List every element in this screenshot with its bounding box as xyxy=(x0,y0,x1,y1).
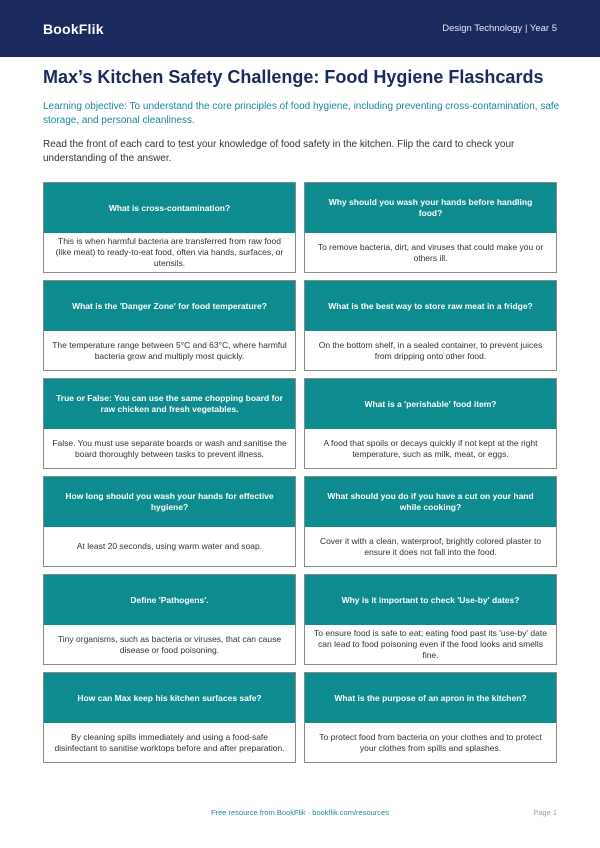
flashcard-8[interactable] xyxy=(304,476,557,567)
card-question: True or False: You can use the same chopping board for raw chicken and fresh vegetables. xyxy=(44,379,295,429)
card-answer: By cleaning spills immediately and using a food-safe disinfectant to sanitise worktops before and after preparation. xyxy=(44,723,295,762)
flashcard-9[interactable] xyxy=(43,574,296,665)
card-question: How can Max keep his kitchen surfaces safe? xyxy=(44,673,295,723)
flashcard-5[interactable] xyxy=(43,378,296,469)
card-answer: The temperature range between 5°C and 63°C, where harmful bacteria grow and multiply most quickly. xyxy=(44,331,295,370)
page-header xyxy=(0,0,600,57)
card-answer: False. You must use separate boards or wash and sanitise the board thoroughly between tasks to prevent illness. xyxy=(44,429,295,468)
flashcard-4[interactable] xyxy=(304,280,557,371)
intro-text: Read the front of each card to test your knowledge of food safety in the kitchen. Flip the card to check your understanding of the answer. xyxy=(43,139,515,164)
card-answer: To ensure food is safe to eat; eating food past its 'use-by' date can lead to food poisoning even if the food looks and smells fine. xyxy=(305,625,556,664)
card-answer: A food that spoils or decays quickly if not kept at the right temperature, such as milk, meat, or eggs. xyxy=(305,429,556,468)
learning-objective: Learning objective: To understand the core principles of food hygiene, including preventing cross-contamination, safe storage, and personal cleanliness. xyxy=(43,101,560,126)
card-answer: Tiny organisms, such as bacteria or viruses, that can cause disease or food poisoning. xyxy=(44,625,295,664)
card-answer: On the bottom shelf, in a sealed container, to prevent juices from dripping onto other food. xyxy=(305,331,556,370)
card-answer: Cover it with a clean, waterproof, brightly colored plaster to ensure it does not fall into the food. xyxy=(305,527,556,566)
page-number: Page 1 xyxy=(533,808,557,817)
card-question: Why is it important to check 'Use-by' dates? xyxy=(305,575,556,625)
card-question: What is cross-contamination? xyxy=(44,183,295,233)
card-answer: To remove bacteria, dirt, and viruses that could make you or others ill. xyxy=(305,233,556,272)
card-question: Why should you wash your hands before handling food? xyxy=(305,183,556,233)
page-title: Max’s Kitchen Safety Challenge: Food Hygiene Flashcards xyxy=(43,67,544,87)
subject-label: Design Technology | Year 5 xyxy=(442,23,557,34)
card-question: Define 'Pathogens'. xyxy=(44,575,295,625)
footer-resource-link[interactable]: Free resource from BookFlik · bookflik.com/resources xyxy=(211,808,389,817)
card-answer: This is when harmful bacteria are transferred from raw food (like meat) to ready-to-eat food, often via hands, surfaces, or utensils. xyxy=(44,233,295,272)
flashcard-10[interactable] xyxy=(304,574,557,665)
flashcard-6[interactable] xyxy=(304,378,557,469)
card-question: What is the 'Danger Zone' for food temperature? xyxy=(44,281,295,331)
card-question: What is the best way to store raw meat in a fridge? xyxy=(305,281,556,331)
card-question: What is the purpose of an apron in the kitchen? xyxy=(305,673,556,723)
flashcard-7[interactable] xyxy=(43,476,296,567)
card-question: What is a 'perishable' food item? xyxy=(305,379,556,429)
flashcard-2[interactable] xyxy=(304,182,557,273)
card-answer: To protect food from bacteria on your clothes and to protect your clothes from spills and splashes. xyxy=(305,723,556,762)
flashcard-1[interactable] xyxy=(43,182,296,273)
flashcard-11[interactable] xyxy=(43,672,296,763)
flashcard-grid xyxy=(43,182,557,770)
flashcard-3[interactable] xyxy=(43,280,296,371)
brand-logo[interactable]: BookFlik xyxy=(43,20,104,37)
flashcard-12[interactable] xyxy=(304,672,557,763)
card-question: How long should you wash your hands for effective hygiene? xyxy=(44,477,295,527)
card-answer: At least 20 seconds, using warm water and soap. xyxy=(44,527,295,566)
card-question: What should you do if you have a cut on your hand while cooking? xyxy=(305,477,556,527)
